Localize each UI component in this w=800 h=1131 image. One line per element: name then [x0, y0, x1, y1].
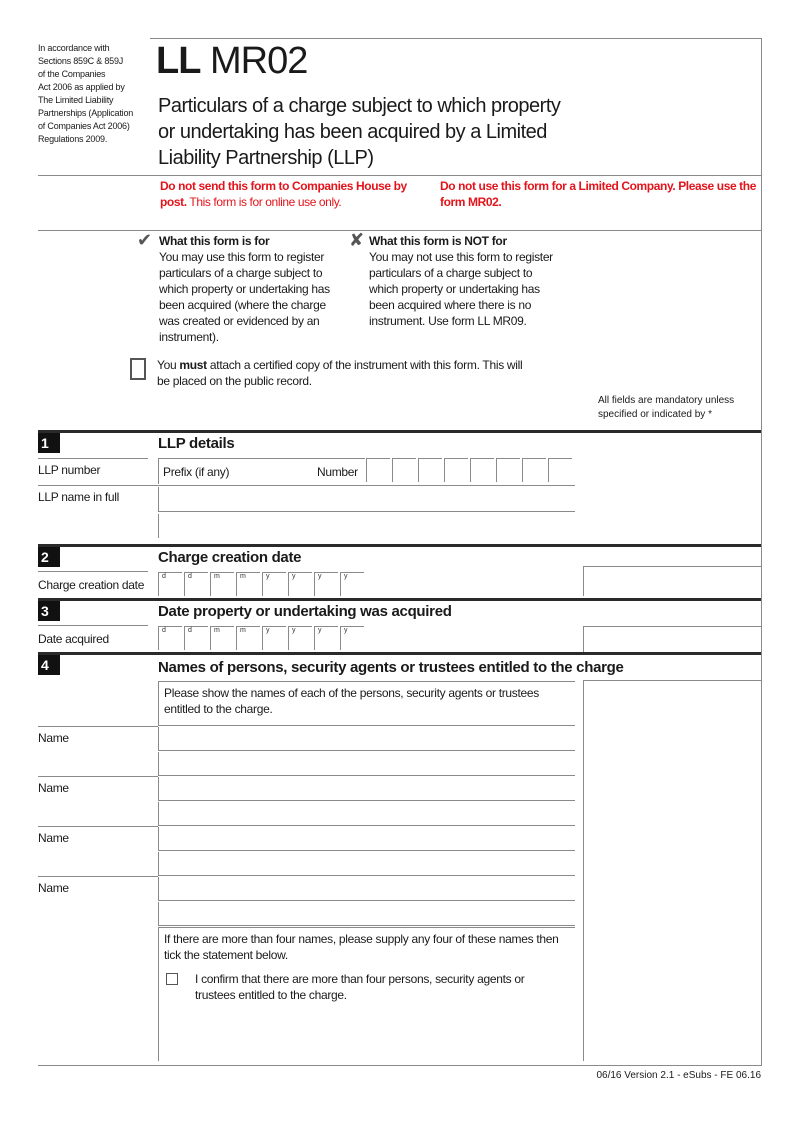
number-label: Number	[317, 465, 358, 479]
instruction-text: Please show the names of each of the persons, security agents or trustees entitled to the charge.	[164, 686, 539, 716]
name-label: Name	[38, 831, 69, 845]
section-title: Date property or undertaking was acquired	[158, 603, 452, 620]
section-title: Charge creation date	[158, 549, 302, 566]
name-input[interactable]	[158, 902, 575, 926]
digit-cell[interactable]: m	[210, 626, 234, 650]
digit-cell[interactable]	[444, 458, 468, 482]
prefix-field[interactable]	[158, 458, 365, 484]
llp-number-label: LLP number	[38, 463, 101, 477]
digit-cell[interactable]: y	[314, 626, 338, 650]
digit-cell[interactable]: m	[236, 626, 260, 650]
section-bar	[38, 430, 761, 433]
section-bar	[38, 652, 761, 655]
confirm-checkbox[interactable]	[166, 973, 178, 985]
digit-cell[interactable]: d	[184, 572, 208, 596]
side-note-box	[583, 566, 761, 596]
llp-name-input-1[interactable]	[158, 487, 575, 512]
form-not-purpose: What this form is NOT for You may not use this form to register particulars of a charge subject to which property or undertaking has been acquired where there is no instrument. Use form LL MR09.	[369, 234, 553, 328]
digit-cell[interactable]: y	[340, 626, 364, 650]
divider	[38, 458, 148, 459]
divider	[38, 571, 148, 572]
digit-cell[interactable]: m	[210, 572, 234, 596]
digit-cell[interactable]: y	[340, 572, 364, 596]
legal-note: In accordance with Sections 859C & 859J of the Companies Act 2006 as applied by The Limited Liability Partnerships (Application of Companies Act 2006) Regulations 2009.	[38, 43, 134, 144]
divider	[38, 826, 158, 827]
warning-llp-only: Do not use this form for a Limited Company. Please use the form MR02.	[440, 179, 756, 209]
digit-cell[interactable]: m	[236, 572, 260, 596]
divider	[38, 726, 158, 727]
section-bar	[38, 598, 761, 601]
digit-cell[interactable]: d	[184, 626, 208, 650]
digit-cell[interactable]	[392, 458, 416, 482]
confirm-text: I confirm that there are more than four persons, security agents or trustees entitled to the charge.	[195, 972, 525, 1002]
digit-cell[interactable]	[418, 458, 442, 482]
checkmark-icon: ✔	[137, 230, 153, 250]
section-number: 3	[38, 601, 60, 621]
form-title: Particulars of a charge subject to which property or undertaking has been acquired by a Limited Liability Partnership (LLP)	[158, 95, 561, 169]
section-number: 4	[38, 655, 60, 675]
digit-cell[interactable]: y	[262, 626, 286, 650]
charge-date-label: Charge creation date	[38, 578, 145, 592]
date-acquired-label: Date acquired	[38, 632, 109, 646]
section-title: LLP details	[158, 435, 235, 452]
prefix-label: Prefix (if any)	[163, 465, 230, 479]
section-bar	[38, 544, 761, 547]
document-icon	[130, 358, 146, 380]
divider	[38, 175, 761, 176]
name-input[interactable]	[158, 777, 575, 801]
frame-right	[761, 38, 762, 1066]
side-note-box	[583, 680, 761, 1061]
name-input[interactable]	[158, 727, 575, 751]
digit-cell[interactable]	[522, 458, 546, 482]
instruction-box	[158, 681, 575, 726]
form-purpose: What this form is for You may use this form to register particulars of a charge subject to which property or undertaking has been acquired (where the charge was created or evidenced by an instrument).	[159, 234, 330, 344]
digit-cell[interactable]	[366, 458, 390, 482]
name-input[interactable]	[158, 852, 575, 876]
divider	[38, 485, 575, 486]
digit-cell[interactable]: y	[288, 626, 312, 650]
llp-name-input-2[interactable]	[158, 514, 575, 538]
digit-cell[interactable]	[470, 458, 494, 482]
form-code: LL MR02	[156, 40, 308, 82]
divider	[38, 625, 148, 626]
cross-icon: ✘	[349, 230, 365, 250]
digit-cell[interactable]	[548, 458, 572, 482]
digit-cell[interactable]: y	[288, 572, 312, 596]
more-names-text: If there are more than four names, please supply any four of these names then tick the statement below.	[164, 932, 559, 962]
name-input[interactable]	[158, 802, 575, 826]
section-number: 2	[38, 547, 60, 567]
llp-name-label: LLP name in full	[38, 490, 120, 504]
more-names-box	[158, 927, 575, 1061]
digit-cell[interactable]: d	[158, 626, 182, 650]
footer-version: 06/16 Version 2.1 - eSubs - FE 06.16	[596, 1070, 761, 1081]
name-input[interactable]	[158, 827, 575, 851]
digit-cell[interactable]	[496, 458, 520, 482]
divider	[38, 776, 158, 777]
divider	[38, 876, 158, 877]
side-note-box	[583, 626, 761, 652]
name-input[interactable]	[158, 752, 575, 776]
section-number: 1	[38, 433, 60, 453]
digit-cell[interactable]: d	[158, 572, 182, 596]
section-title: Names of persons, security agents or trustees entitled to the charge	[158, 659, 624, 676]
digit-cell[interactable]: y	[262, 572, 286, 596]
name-label: Name	[38, 881, 69, 895]
attach-note: You must attach a certified copy of the instrument with this form. This will be placed on the public record.	[157, 358, 523, 388]
frame-top	[150, 38, 761, 39]
warning-online-only: Do not send this form to Companies House by post. This form is for online use only.	[160, 179, 407, 209]
name-label: Name	[38, 781, 69, 795]
name-label: Name	[38, 731, 69, 745]
name-input[interactable]	[158, 877, 575, 901]
digit-cell[interactable]: y	[314, 572, 338, 596]
mandatory-note: All fields are mandatory unless specified or indicated by *	[598, 395, 735, 420]
frame-bottom	[38, 1065, 762, 1066]
